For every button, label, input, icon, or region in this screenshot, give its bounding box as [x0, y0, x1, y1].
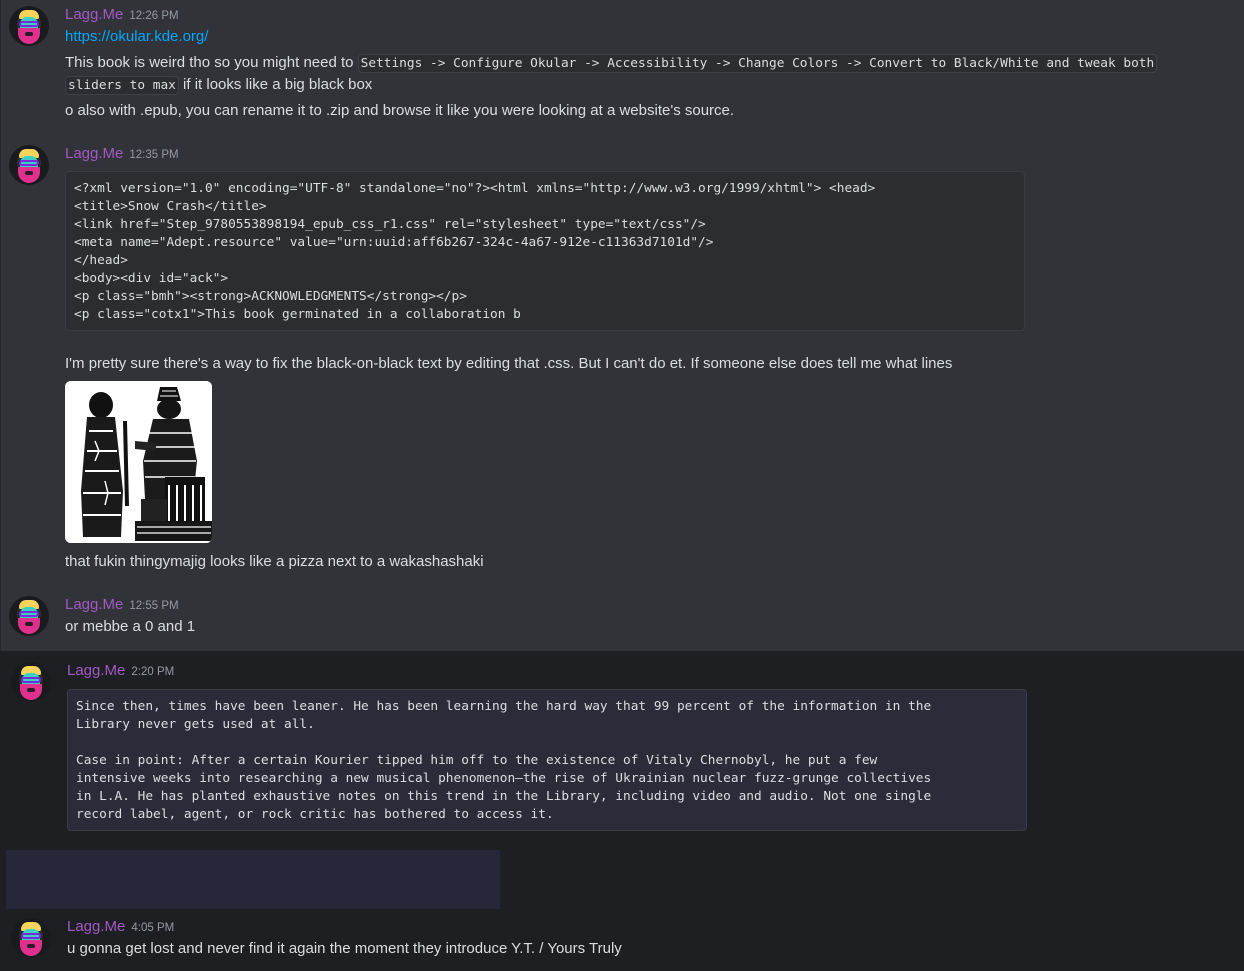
- okular-link[interactable]: https://okular.kde.org/: [65, 28, 209, 45]
- timestamp[interactable]: 12:35 PM: [129, 149, 179, 161]
- user-avatar[interactable]: [9, 6, 49, 46]
- code-line: <?xml version="1.0" encoding="UTF-8" standalone="no"?><html xmlns="http://www.w3.org/1999/xhtml"> <head>: [74, 181, 876, 196]
- timestamp[interactable]: 12:26 PM: [129, 10, 179, 22]
- message-header: [65, 6, 179, 26]
- user-avatar[interactable]: [9, 145, 49, 185]
- message-text-part: if it looks like a big black box: [178, 76, 373, 93]
- author-name[interactable]: Lagg.Me: [67, 918, 126, 935]
- message-text: that fukin thingymajig looks like a pizza next to a wakashashaki: [65, 553, 484, 570]
- code-line: intensive weeks into researching a new musical phenomenon—the rise of Ukrainian nuclear fuzz-grunge collectives: [76, 771, 932, 786]
- timestamp[interactable]: 4:05 PM: [131, 922, 175, 934]
- user-avatar[interactable]: [9, 596, 49, 636]
- code-line: Case in point: After a certain Kourier tipped him off to the existence of Vitaly Chernobyl, he put a few: [76, 753, 878, 768]
- code-line: Since then, times have been leaner. He has been learning the hard way that 99 percent of the information in the: [76, 699, 932, 714]
- message-text: u gonna get lost and never find it again the moment they introduce Y.T. / Yours Truly: [67, 940, 622, 957]
- code-line: record label, agent, or rock critic has bothered to access it.: [76, 807, 554, 822]
- user-avatar[interactable]: [11, 918, 51, 958]
- message-text: [65, 54, 1157, 71]
- message-text: I'm pretty sure there's a way to fix the black-on-black text by editing that .css. But I can't do et. If someone else does tell me what lines: [65, 355, 953, 372]
- code-block[interactable]: [65, 171, 1025, 331]
- message-header: [67, 918, 174, 938]
- inline-code: sliders to max: [65, 76, 179, 95]
- code-line: <link href="Step_9780553898194_epub_css_r1.css" rel="stylesheet" type="text/css"/>: [74, 217, 706, 232]
- message-text: [65, 76, 372, 93]
- message-header: [65, 596, 179, 616]
- code-line: <p class="cotx1">This book germinated in a collaboration b: [74, 307, 521, 322]
- image-attachment[interactable]: [65, 381, 212, 543]
- code-line: [76, 734, 1018, 752]
- message-link-line: [65, 28, 208, 45]
- inline-code: Settings -> Configure Okular -> Accessibility -> Change Colors -> Convert to Black/White and tweak both: [358, 54, 1158, 73]
- timestamp[interactable]: 12:55 PM: [129, 600, 179, 612]
- message-text: or mebbe a 0 and 1: [65, 618, 196, 635]
- code-line: <meta name="Adept.resource" value="urn:uuid:aff6b267-324c-4a67-912e-c11363d7101d"/>: [74, 235, 714, 250]
- code-line: Library never gets used at all.: [76, 717, 315, 732]
- message-header: [67, 662, 174, 682]
- author-name[interactable]: Lagg.Me: [65, 596, 124, 613]
- code-block[interactable]: [67, 689, 1027, 831]
- relief-illustration: [65, 381, 212, 543]
- code-line: <p class="bmh"><strong>ACKNOWLEDGMENTS</strong></p>: [74, 289, 467, 304]
- message-text: o also with .epub, you can rename it to .zip and browse it like you were looking at a website's source.: [65, 102, 735, 119]
- message-header: [65, 145, 179, 165]
- code-line: </head>: [74, 253, 128, 268]
- author-name[interactable]: Lagg.Me: [65, 145, 124, 162]
- author-name[interactable]: Lagg.Me: [67, 662, 126, 679]
- message-text-part: This book is weird tho so you might need to: [65, 54, 358, 71]
- code-line: <body><div id="ack">: [74, 271, 229, 286]
- user-avatar[interactable]: [11, 662, 51, 702]
- timestamp[interactable]: 2:20 PM: [131, 666, 175, 678]
- code-line: <title>Snow Crash</title>: [74, 199, 267, 214]
- author-name[interactable]: Lagg.Me: [65, 6, 124, 23]
- code-line: in L.A. He has planted exhaustive notes on this trend in the Library, including video and audio. Not one single: [76, 789, 932, 804]
- redacted-block: [6, 850, 500, 909]
